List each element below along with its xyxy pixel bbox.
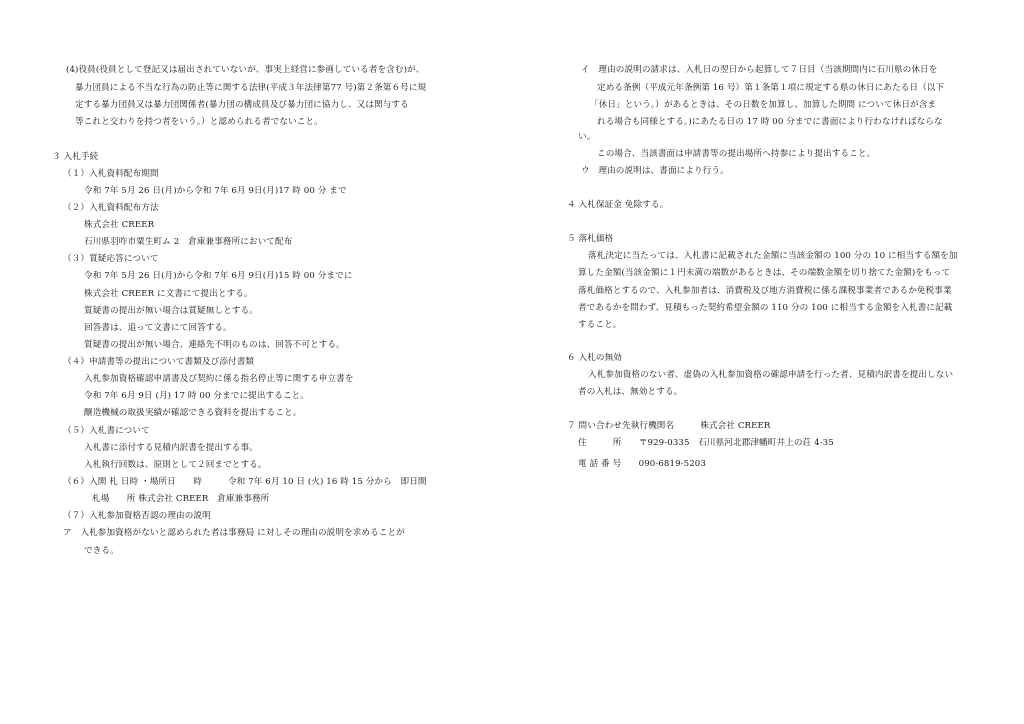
- text-line: 入札執行回数は、原則として２回までとする。: [84, 460, 267, 470]
- text-line: い。: [578, 132, 596, 142]
- text-line: 入札書に添付する見積内訳書を提出する事。: [84, 443, 258, 453]
- subsection-heading: （７）入札参加資格否認の理由の説明: [63, 511, 211, 521]
- text-line: できる。: [84, 546, 119, 556]
- section-heading: ７ 問い合わせ先執行機関名 株式会社 CREER: [567, 421, 771, 431]
- section-heading: ４ 入札保証金 免除する。: [567, 200, 669, 210]
- text-line: 定める条例（平成元年条例第 16 号）第１条第１項に規定する県の休日にあたる日（以下: [597, 83, 945, 93]
- contact-phone: 電 話 番 号 090-6819-5203: [578, 459, 706, 469]
- text-line: 回答書は、追って文書にて回答する。: [84, 323, 232, 333]
- text-line: 等これと交わりを持つ者をいう。）と認められる者でないこと。: [75, 117, 323, 127]
- text-line: 質疑書の提出が無い場合は質疑無しとする。: [84, 306, 258, 316]
- text-line: 算した金額(当該金額に１円未満の端数があるときは、その端数金額を切り捨てた金額)をもって: [578, 268, 951, 278]
- section-heading: ３ 入札手続: [52, 152, 99, 162]
- text-line: 令和 7年 6月 9日 (月) 17 時 00 分までに提出すること。: [84, 391, 310, 401]
- text-line: (4)役員(役員として登記又は届出されていないが、事実上経営に参画している者を含む)が、: [66, 65, 425, 75]
- text-line: イ 理由の説明の請求は、入札日の翌日から起算して７日目（当該期間内に石川県の休日を: [581, 65, 938, 75]
- text-line: 株式会社 CREER: [84, 220, 155, 230]
- text-line: 札場 所 株式会社 CREER 倉庫兼事務所: [92, 494, 270, 504]
- right-column: [520, 0, 1020, 724]
- contact-address: 住 所 〒929-0335 石川県河北郡津幡町井上の荘 4-35: [578, 438, 834, 448]
- subsection-heading: （５）入札書について: [63, 426, 150, 436]
- text-line: この場合、当該書面は申請書等の提出場所へ持参により提出すること。: [597, 149, 876, 159]
- subsection-heading: （２）入札資料配布方法: [63, 203, 159, 213]
- text-line: 入札参加資格確認申請書及び契約に係る指名停止等に関する申立書を: [84, 374, 354, 384]
- text-line: ウ 理由の説明は、書面により行う。: [581, 166, 729, 176]
- section-heading: ６ 入札の無効: [567, 353, 622, 363]
- subsection-heading: （６）入開 札 日時 ・場所日 時 令和 7年 6月 10 日 (火) 16 時 15 分から 即日開: [63, 477, 427, 487]
- text-line: 石川県羽咋市粟生町ム 2 倉庫兼事務所において配布: [84, 237, 293, 247]
- subsection-heading: （３）質疑応答について: [63, 254, 159, 264]
- subsection-heading: （１）入札資料配布期間: [63, 169, 159, 179]
- text-line: 落札価格とするので、入札参加者は、消費税及び地方消費税に係る課税事業者であるか免税事業: [578, 286, 952, 296]
- text-line: 質疑書の提出が無い場合、連絡先不明のものは、回答不可とする。: [84, 340, 345, 350]
- text-line: ア 入札参加資格がないと認められた者は事務局 に対しその理由の説明を求めることが: [63, 528, 405, 538]
- text-line: 醸造機械の取扱実績が確認できる資料を提出すること。: [84, 408, 302, 418]
- section-heading: ５ 落札価格: [567, 234, 614, 244]
- text-line: 令和 7年 5月 26 日(月)から令和 7年 6月 9日(月)15 時 00 分までに: [84, 271, 353, 281]
- text-line: 「休日」という。）があるときは、その日数を加算し、加算した期間 について休日が含ま: [590, 100, 937, 110]
- text-line: すること。: [578, 320, 622, 330]
- text-line: 入札参加資格のない者、虚偽の入札参加資格の確認申請を行った者、見積内訳書を提出しない: [588, 370, 954, 380]
- text-line: 令和 7年 5月 26 日(月)から令和 7年 6月 9日(月)17 時 00 分 まで: [84, 186, 347, 196]
- subsection-heading: （４）申請書等の提出について書類及び添付書類: [63, 357, 255, 367]
- text-line: 暴力団員による不当な行為の防止等に関する法律(平成３年法律第77 号)第２条第６号に規: [75, 83, 427, 93]
- text-line: 者であるかを問わず、見積もった契約希望金額の 110 分の 100 に相当する金額を入札書に記載: [578, 303, 953, 313]
- text-line: 株式会社 CREER に文書にて提出とする。: [84, 289, 253, 299]
- left-column: [0, 0, 480, 724]
- text-line: 者の入札は、無効とする。: [578, 387, 683, 397]
- text-line: 落札決定に当たっては、入札書に記載された金額に当該金額の 100 分の 10 に相当する額を加: [588, 251, 958, 261]
- text-line: 定する暴力団員又は暴力団関係者(暴力団の構成員及び暴力団に協力し、又は関与する: [75, 100, 409, 110]
- text-line: れる場合も同様とする。)にあたる日の 17 時 00 分までに書面により行わなければならな: [597, 117, 943, 127]
